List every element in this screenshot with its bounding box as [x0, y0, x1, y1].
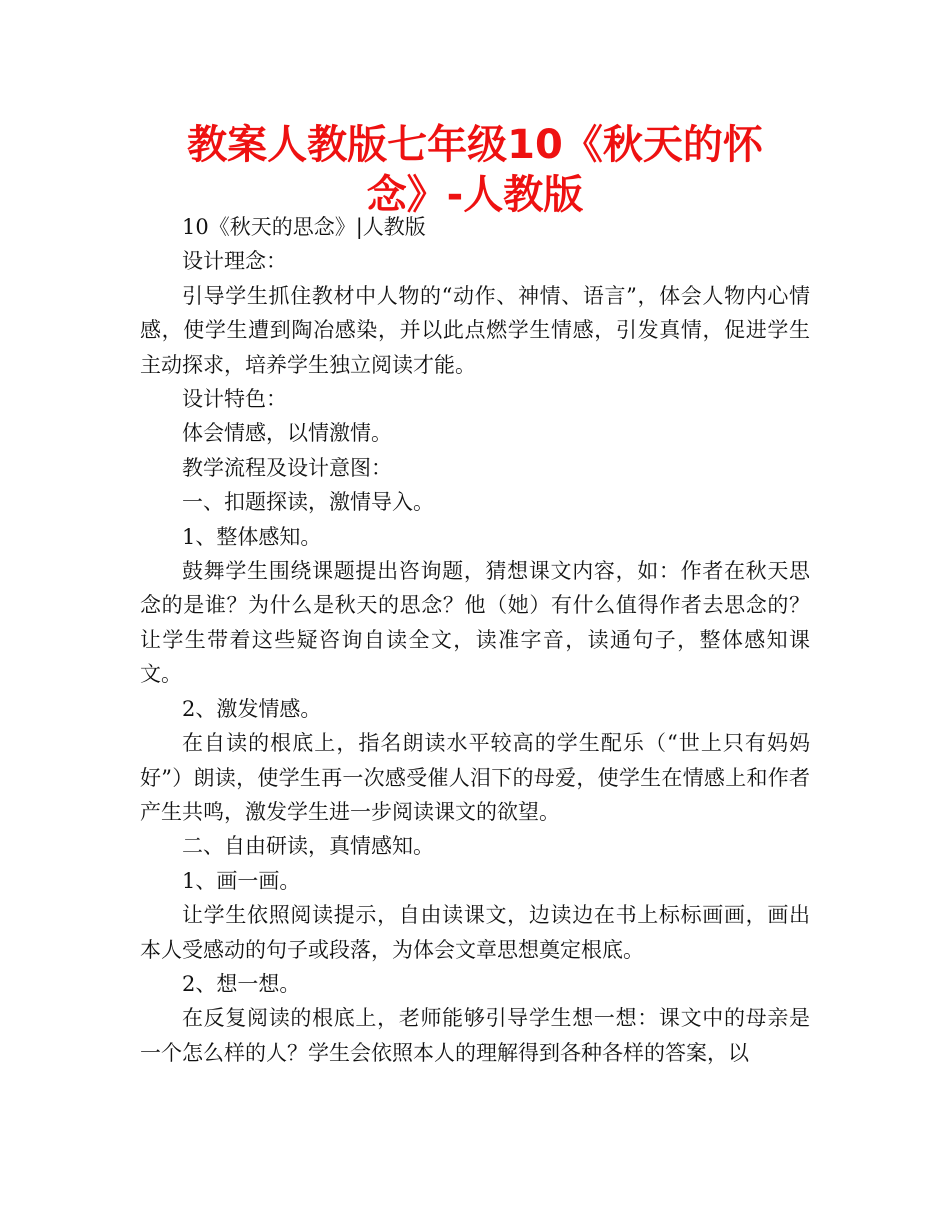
paragraph-subtitle: 10《秋天的思念》|人教版 [182, 215, 426, 239]
paragraph-step-1-1: 1、整体感知。 [182, 524, 322, 549]
paragraph-step-2-1-body: 让学生依照阅读提示，自由读课文，边读边在书上标标画画，画出本人受感动的句子或段落，为体会文章思想奠定根底。 [140, 903, 810, 962]
paragraph-step-1-2-body: 在自读的根底上，指名朗读水平较高的学生配乐（“世上只有妈妈好”）朗读，使学生再一次感受催人泪下的母爱，使学生在情感上和作者产生共鸣，激发学生进一步阅读课文的欲望。 [140, 731, 810, 824]
paragraph-design-concept-heading: 设计理念： [182, 249, 287, 274]
paragraph-design-concept: 引导学生抓住教材中人物的“动作、神情、语言”，体会人物内心情感，使学生遭到陶冶感染，并以此点燃学生情感，引发真情，促进学生主动探求，培养学生独立阅读才能。 [140, 283, 810, 377]
paragraph-step-2-1: 1、画一画。 [182, 868, 301, 893]
paragraph-design-feature-heading: 设计特色： [182, 387, 287, 412]
document-body [140, 210, 810, 1070]
paragraph-step-2-2-body: 在反复阅读的根底上，老师能够引导学生想一想：课文中的母亲是一个怎么样的人？学生会依照本人的理解得到各种各样的答案，以 [140, 1006, 810, 1065]
paragraph-section-two-heading: 二、自由研读，真情感知。 [182, 834, 434, 859]
paragraph-design-feature: 体会情感，以情激情。 [182, 421, 392, 446]
paragraph-section-one-heading: 一、扣题探读，激情导入。 [182, 490, 434, 515]
paragraph-step-2-2: 2、想一想。 [182, 971, 301, 996]
paragraph-teaching-flow-heading: 教学流程及设计意图： [182, 455, 392, 480]
document-title: 教案人教版七年级10《秋天的怀念》-人教版 [187, 122, 763, 218]
paragraph-step-1-1-body: 鼓舞学生围绕课题提出咨询题，猜想课文内容，如：作者在秋天思念的是谁？为什么是秋天的思念？他（她）有什么值得作者去思念的？让学生带着这些疑咨询自读全文，读准字音，读通句子，整体感知课文。 [140, 559, 810, 687]
paragraph-step-1-2: 2、激发情感。 [182, 696, 322, 721]
